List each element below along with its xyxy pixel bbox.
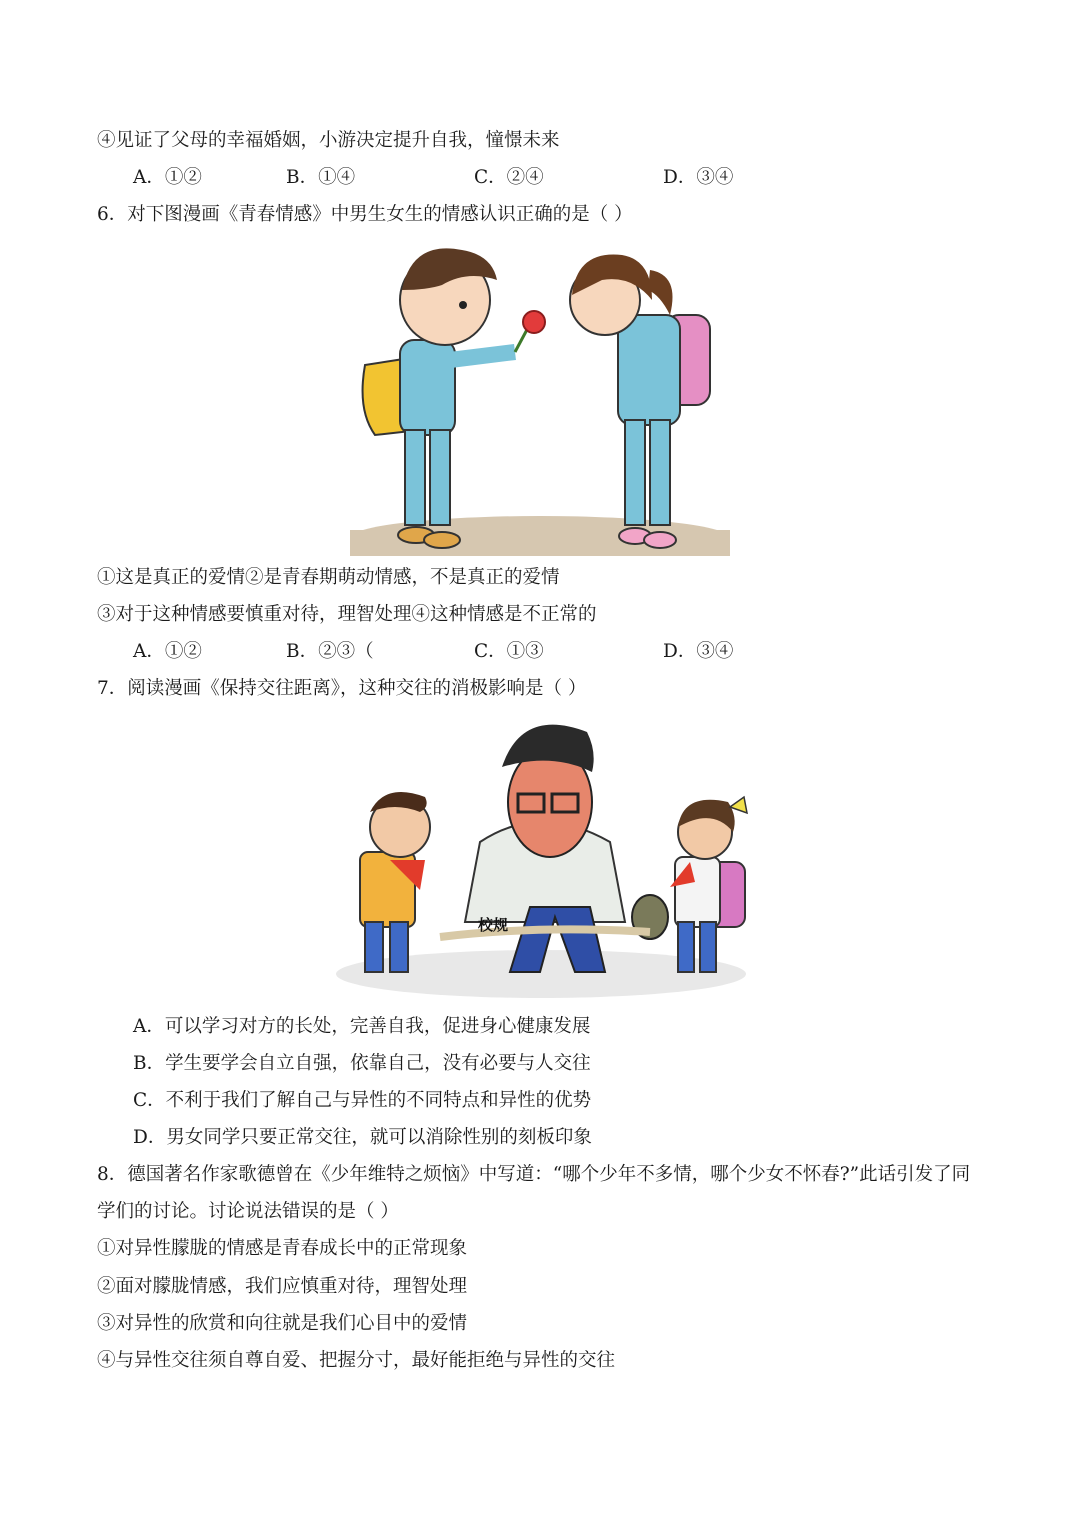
q6-option-c: C．①③ [474,641,544,662]
girl-student-figure [670,797,747,972]
cartoon-label-school-rules: 校规 [478,917,509,934]
q5-option-c: C．②④ [474,167,544,188]
q6-option-a: A．①② [133,641,202,662]
q8-item-4: ④与异性交往须自尊自爱、把握分寸，最好能拒绝与异性的交往 [97,1350,616,1371]
q8-item-3: ③对异性的欣赏和向往就是我们心目中的爱情 [97,1313,468,1334]
boy-figure [363,248,545,548]
q8-item-2: ②面对朦胧情感，我们应慎重对待，理智处理 [97,1276,468,1297]
q5-item-4: ④见证了父母的幸福婚姻，小游决定提升自我，憧憬未来 [97,130,560,151]
q5-option-b: B．①④ [286,167,356,188]
q7-cartoon-teacher-students [330,712,752,1000]
q6-cartoon-boy-girl [350,240,730,556]
q6-option-b: B．②③（ [286,641,374,662]
q8-item-1: ①对异性朦胧的情感是青春成长中的正常现象 [97,1238,468,1259]
q7-stem: 7．阅读漫画《保持交往距离》，这种交往的消极影响是（ ） [97,678,587,699]
q7-option-c: C．不利于我们了解自己与异性的不同特点和异性的优势 [133,1090,592,1111]
q6-option-d: D．③④ [663,641,734,662]
q6-line-2: ③对于这种情感要慎重对待，理智处理④这种情感是不正常的 [97,604,597,625]
q5-option-d: D．③④ [663,167,734,188]
boy-student-figure [360,792,430,972]
q8-stem-line-2: 学们的讨论。讨论说法错误的是（ ） [97,1201,399,1222]
girl-figure [570,255,710,549]
q8-stem-line-1: 8．德国著名作家歌德曾在《少年维特之烦恼》中写道：“哪个少年不多情，哪个少女不怀春?”此话引发了同 [97,1164,971,1185]
q5-option-a: A．①② [133,167,202,188]
q6-stem: 6．对下图漫画《青春情感》中男生女生的情感认识正确的是（ ） [97,204,633,225]
q7-option-a: A．可以学习对方的长处，完善自我，促进身心健康发展 [133,1016,591,1037]
q7-option-b: B．学生要学会自立自强，依靠自己，没有必要与人交往 [133,1053,591,1074]
q6-line-1: ①这是真正的爱情②是青春期萌动情感，不是真正的爱情 [97,567,560,588]
q7-option-d: D．男女同学只要正常交往，就可以消除性别的刻板印象 [133,1127,592,1148]
